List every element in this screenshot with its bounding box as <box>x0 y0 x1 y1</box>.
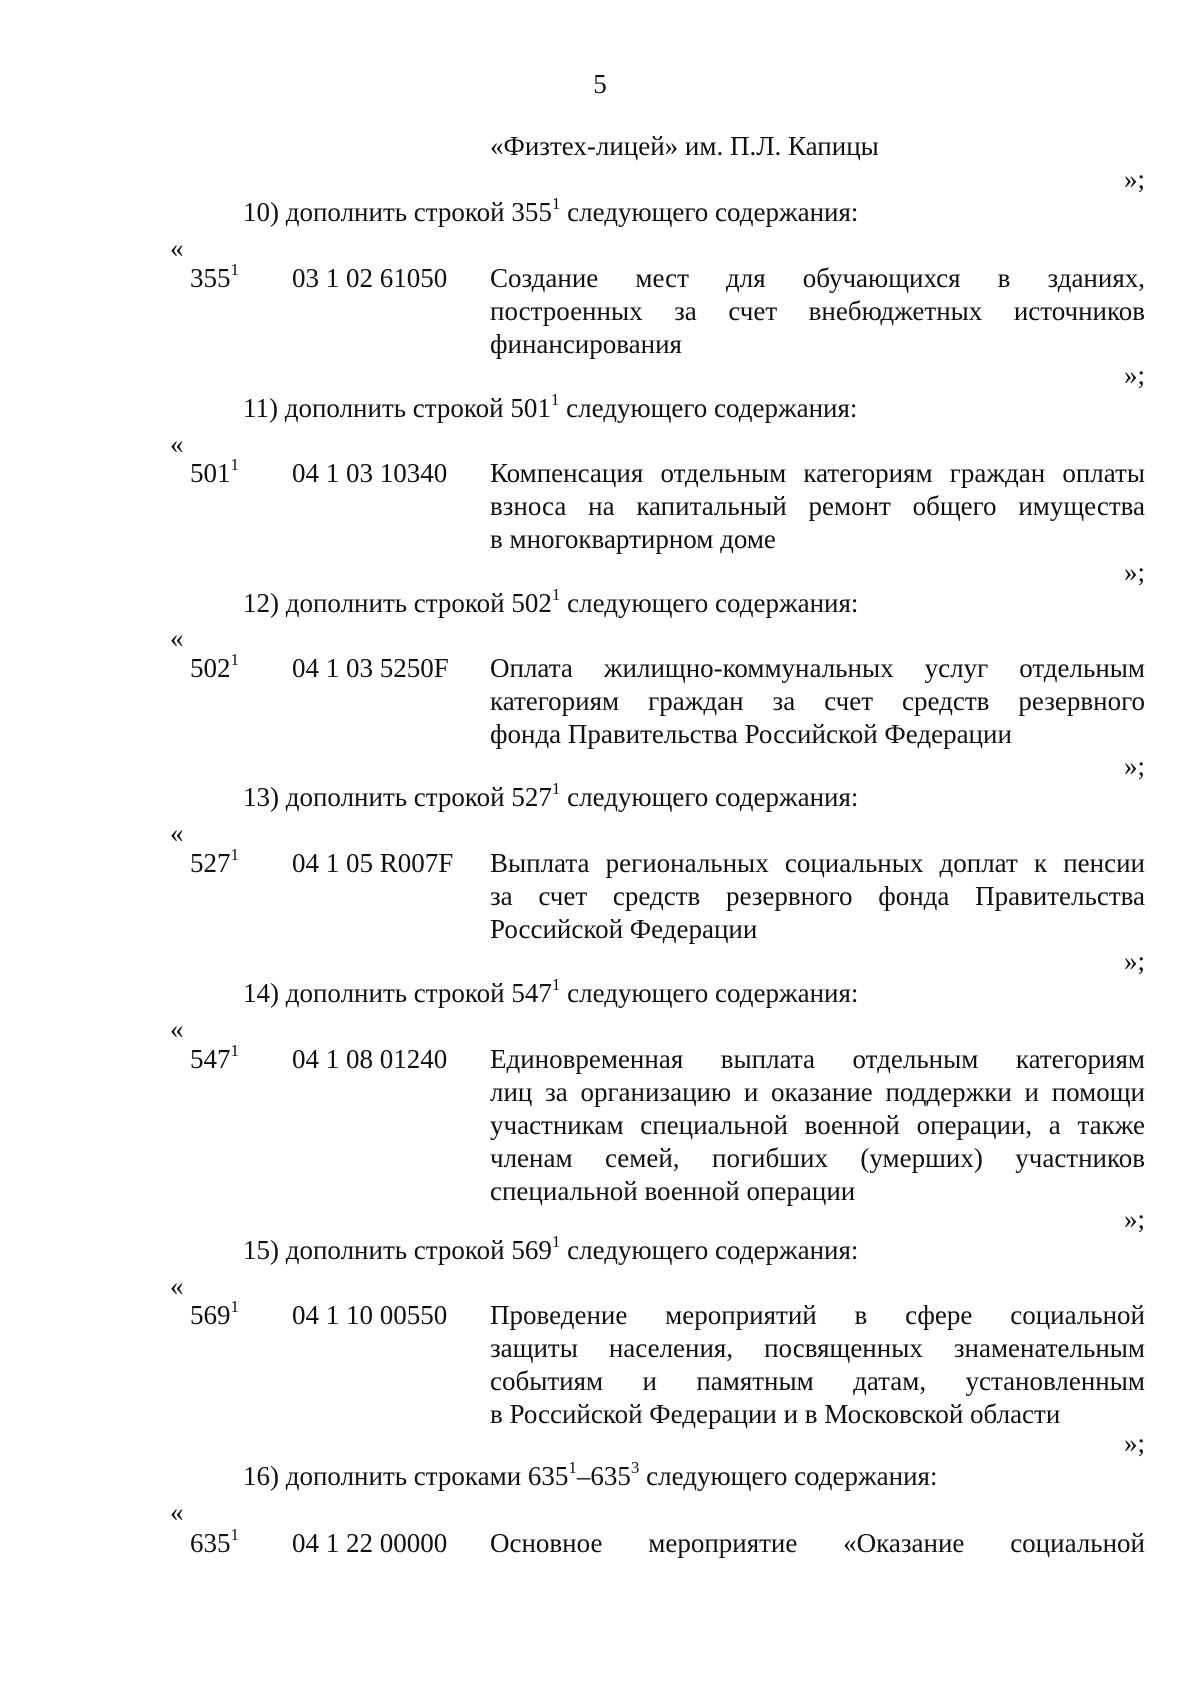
row-number: $527^1$ <box>190 845 239 878</box>
row-description: Создание мест для обучающихся в зданиях, построенных за счет внебюджетных источников финансирования <box>490 263 1145 359</box>
instruction-16: 16) дополнить строками $635^1-635^3$ следующего содержания: <box>243 1458 938 1491</box>
open-quote: « <box>170 623 184 653</box>
row-description: Выплата региональных социальных доплат к пенсии за счет средств резервного фонда Правительства Российской Федерации <box>490 848 1145 944</box>
row-code: 04 1 03 5250F <box>292 653 449 683</box>
open-quote: « <box>170 429 184 459</box>
row-code: 03 1 02 61050 <box>292 263 448 293</box>
closing-quote: »; <box>1123 946 1145 976</box>
instruction-12: 12) дополнить строкой $502^1$ следующего содержания: <box>243 585 859 618</box>
previous-row-tail: «Физтех-лицей» им. П.Л. Капицы <box>490 131 879 161</box>
row-code: 04 1 22 00000 <box>292 1528 448 1558</box>
row-number: $547^1$ <box>190 1041 239 1074</box>
row-description: Оплата жилищно-коммунальных услуг отдельным категориям граждан за счет средств резервного фонда Правительства Российской Федерации <box>490 653 1145 749</box>
closing-quote: »; <box>1123 1204 1145 1234</box>
row-code: 04 1 05 R007F <box>292 848 454 878</box>
instruction-15: 15) дополнить строкой $569^1$ следующего содержания: <box>243 1232 859 1265</box>
instruction-13: 13) дополнить строкой $527^1$ следующего содержания: <box>243 779 859 812</box>
open-quote: « <box>170 233 184 263</box>
row-description: Компенсация отдельным категориям граждан оплаты взноса на капитальный ремонт общего имущества в многоквартирном доме <box>490 458 1145 554</box>
instruction-11: 11) дополнить строкой $501^1$ следующего содержания: <box>243 390 858 423</box>
instruction-10: 10) дополнить строкой $355^1$ следующего содержания: <box>243 194 859 227</box>
open-quote: « <box>170 1497 184 1527</box>
row-code: 04 1 10 00550 <box>292 1300 448 1330</box>
row-description: Основное мероприятие «Оказание социальной <box>490 1528 1145 1558</box>
row-number: $355^1$ <box>190 260 239 293</box>
closing-quote: »; <box>1123 751 1145 781</box>
row-number: $635^1$ <box>190 1525 239 1558</box>
row-number: $569^1$ <box>190 1297 239 1330</box>
closing-quote: »; <box>1123 557 1145 587</box>
row-number: $501^1$ <box>190 455 239 488</box>
page-number: 5 <box>593 69 607 99</box>
open-quote: « <box>170 1271 184 1301</box>
row-description: Проведение мероприятий в сфере социальной защиты населения, посвященных знаменательным событиям и памятным датам, установленным в Российской Федерации и в Московской области <box>490 1300 1145 1429</box>
row-code: 04 1 03 10340 <box>292 458 448 488</box>
closing-quote: »; <box>1123 360 1145 390</box>
instruction-14: 14) дополнить строкой $547^1$ следующего содержания: <box>243 975 859 1008</box>
closing-quote: »; <box>1123 164 1145 194</box>
open-quote: « <box>170 818 184 848</box>
row-code: 04 1 08 01240 <box>292 1044 448 1074</box>
closing-quote: »; <box>1123 1428 1145 1458</box>
open-quote: « <box>170 1014 184 1044</box>
row-description: Единовременная выплата отдельным категориям лиц за организацию и оказание поддержки и помощи участникам специальной военной операции, а также членам семей, погибших (умерших) участников специальной военной операции <box>490 1044 1145 1206</box>
row-number: $502^1$ <box>190 650 239 683</box>
